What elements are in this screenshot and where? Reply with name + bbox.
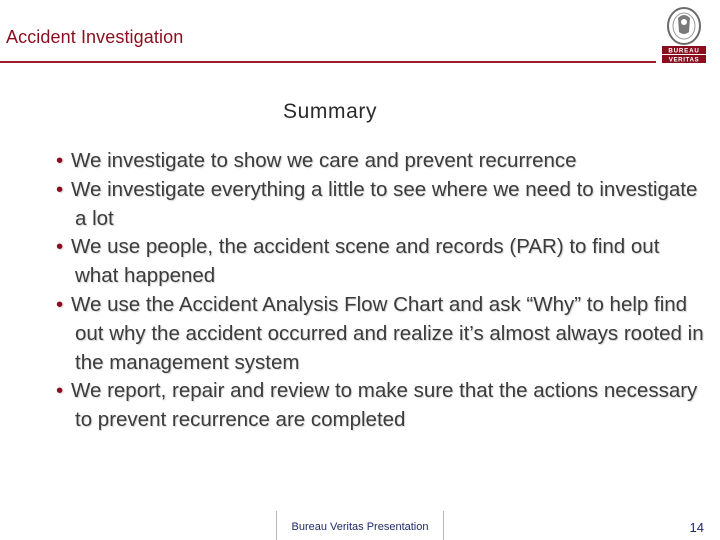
bullet-icon: • xyxy=(56,149,64,172)
bullet-icon: • xyxy=(56,235,64,259)
bullet-item xyxy=(56,377,706,435)
bullet-item xyxy=(56,176,706,234)
svg-text:VERITAS: VERITAS xyxy=(668,56,700,64)
bullet-text: We investigate everything a little to see where we need to investigate a lot xyxy=(71,177,698,230)
slide-header-title: Accident Investigation xyxy=(6,27,184,47)
bullet-list xyxy=(56,147,706,435)
bullet-item xyxy=(56,147,706,176)
slide-heading: Summary xyxy=(283,100,378,123)
footer-center-box xyxy=(276,511,444,540)
bureau-veritas-logo xyxy=(662,6,710,64)
bullet-text: We report, repair and review to make sure that the actions necessary to prevent recurrence are completed xyxy=(71,379,698,432)
bullet-item xyxy=(56,233,706,291)
bullet-icon: • xyxy=(56,177,64,201)
bullet-icon: • xyxy=(56,292,64,316)
bullet-item xyxy=(56,291,706,377)
bullet-icon: • xyxy=(56,379,64,403)
bullet-text: We investigate to show we care and prevent recurrence xyxy=(71,149,577,172)
bullet-text: We use the Accident Analysis Flow Chart and ask “Why” to help find out why the accident occurred and realize it’s almost always rooted in the management system xyxy=(71,292,704,374)
page-number: 14 xyxy=(689,520,704,535)
bullet-text: We use people, the accident scene and records (PAR) to find out what happened xyxy=(71,235,660,288)
header-divider xyxy=(0,61,656,63)
svg-text:BUREAU: BUREAU xyxy=(668,47,700,55)
footer-presentation-label: Bureau Veritas Presentation xyxy=(291,521,429,533)
